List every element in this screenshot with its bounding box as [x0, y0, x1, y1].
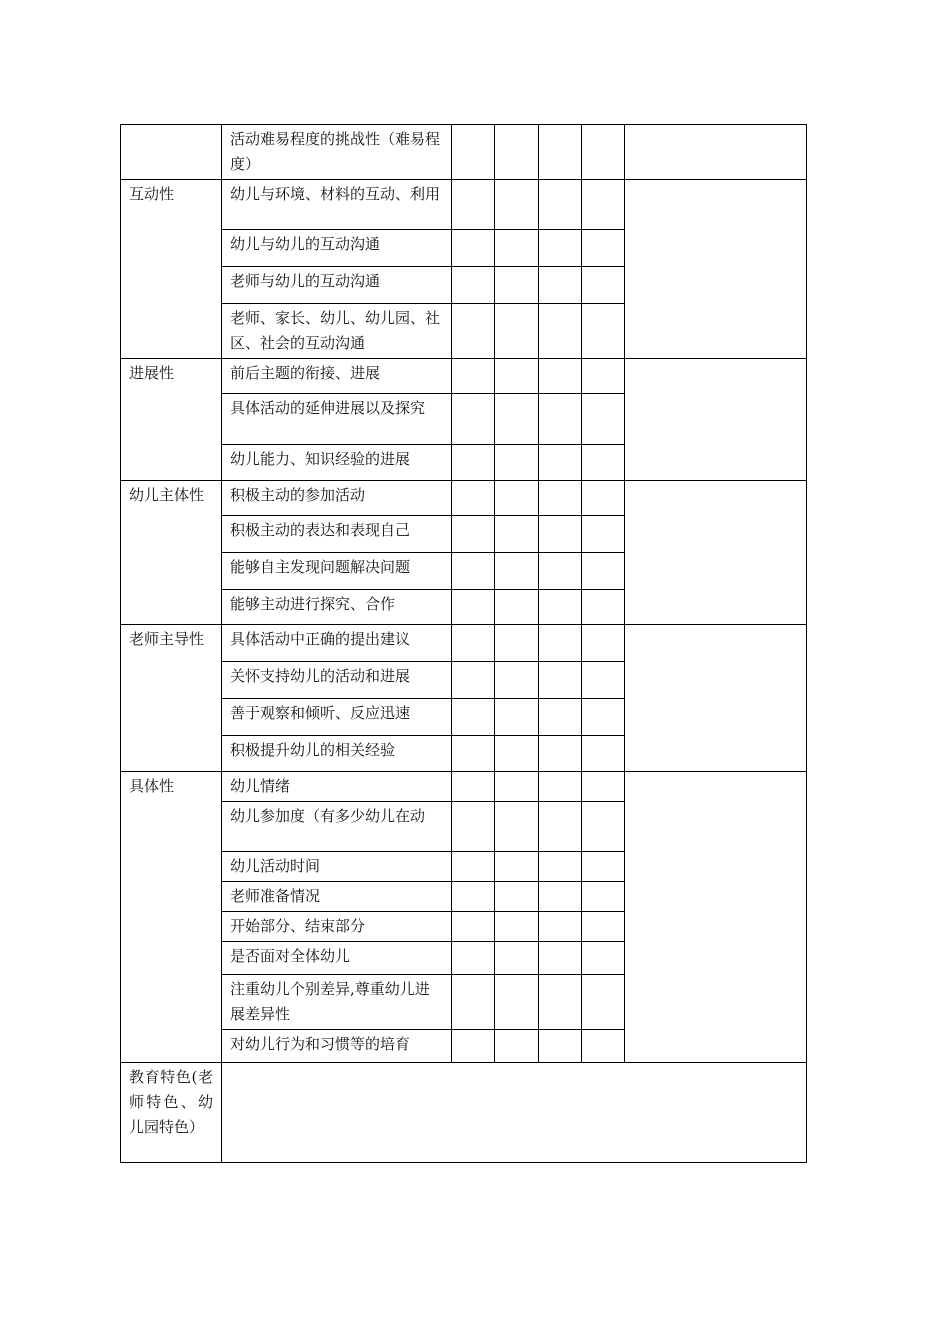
item-cell: 是否面对全体幼儿: [222, 942, 452, 975]
remark-cell[interactable]: [625, 625, 807, 772]
item-cell: 注重幼儿个别差异,尊重幼儿进展差异性: [222, 975, 452, 1030]
score-cell[interactable]: [495, 230, 539, 267]
score-cell[interactable]: [582, 553, 625, 590]
score-cell[interactable]: [495, 445, 539, 481]
score-cell[interactable]: [539, 481, 582, 516]
item-cell: 老师与幼儿的互动沟通: [222, 267, 452, 304]
score-cell[interactable]: [495, 1030, 539, 1063]
score-cell[interactable]: [582, 975, 625, 1030]
score-cell[interactable]: [495, 662, 539, 699]
score-cell[interactable]: [452, 445, 495, 481]
score-cell[interactable]: [539, 802, 582, 852]
score-cell[interactable]: [495, 802, 539, 852]
score-cell[interactable]: [582, 882, 625, 912]
score-cell[interactable]: [495, 516, 539, 553]
category-cell: 进展性: [121, 359, 222, 481]
score-cell[interactable]: [539, 553, 582, 590]
table-row: [121, 481, 807, 516]
remark-cell[interactable]: [625, 180, 807, 359]
score-cell[interactable]: [582, 125, 625, 180]
category-cell: 老师主导性: [121, 625, 222, 772]
score-cell[interactable]: [539, 942, 582, 975]
score-cell[interactable]: [539, 180, 582, 230]
score-cell[interactable]: [452, 553, 495, 590]
score-cell[interactable]: [539, 736, 582, 772]
score-cell[interactable]: [539, 230, 582, 267]
score-cell[interactable]: [495, 882, 539, 912]
score-cell[interactable]: [495, 304, 539, 359]
score-cell[interactable]: [452, 267, 495, 304]
item-cell: 对幼儿行为和习惯等的培育: [222, 1030, 452, 1063]
score-cell[interactable]: [539, 852, 582, 882]
item-cell: 能够主动进行探究、合作: [222, 590, 452, 625]
score-cell[interactable]: [539, 662, 582, 699]
score-cell[interactable]: [582, 394, 625, 445]
item-cell: 幼儿活动时间: [222, 852, 452, 882]
score-cell[interactable]: [539, 516, 582, 553]
remark-cell[interactable]: [625, 359, 807, 481]
score-cell[interactable]: [539, 445, 582, 481]
score-cell[interactable]: [539, 125, 582, 180]
score-cell[interactable]: [582, 230, 625, 267]
score-cell[interactable]: [452, 912, 495, 942]
item-cell: 老师准备情况: [222, 882, 452, 912]
table-row: [121, 625, 807, 662]
score-cell[interactable]: [539, 912, 582, 942]
score-cell[interactable]: [495, 394, 539, 445]
score-cell[interactable]: [495, 267, 539, 304]
score-cell[interactable]: [582, 445, 625, 481]
score-cell[interactable]: [452, 180, 495, 230]
table-row: [121, 180, 807, 230]
score-cell[interactable]: [582, 516, 625, 553]
score-cell[interactable]: [539, 304, 582, 359]
table-row: [121, 772, 807, 802]
score-cell[interactable]: [452, 882, 495, 912]
score-cell[interactable]: [539, 267, 582, 304]
remark-cell[interactable]: [625, 125, 807, 180]
score-cell[interactable]: [495, 125, 539, 180]
score-cell[interactable]: [452, 802, 495, 852]
score-cell[interactable]: [582, 481, 625, 516]
score-cell[interactable]: [582, 267, 625, 304]
score-cell[interactable]: [495, 180, 539, 230]
score-cell[interactable]: [539, 975, 582, 1030]
score-cell[interactable]: [539, 359, 582, 394]
score-cell[interactable]: [582, 942, 625, 975]
item-cell: 开始部分、结束部分: [222, 912, 452, 942]
item-cell: 幼儿与幼儿的互动沟通: [222, 230, 452, 267]
score-cell[interactable]: [582, 625, 625, 662]
item-cell: 幼儿能力、知识经验的进展: [222, 445, 452, 481]
table-row: [121, 1063, 807, 1163]
score-cell[interactable]: [452, 1030, 495, 1063]
item-cell: 具体活动的延伸进展以及探究: [222, 394, 452, 445]
score-cell[interactable]: [582, 699, 625, 736]
score-cell[interactable]: [582, 590, 625, 625]
score-cell[interactable]: [495, 852, 539, 882]
score-cell[interactable]: [452, 359, 495, 394]
remark-cell[interactable]: [625, 772, 807, 1063]
score-cell[interactable]: [495, 481, 539, 516]
item-cell: 前后主题的衔接、进展: [222, 359, 452, 394]
score-cell[interactable]: [539, 882, 582, 912]
score-cell[interactable]: [452, 699, 495, 736]
score-cell[interactable]: [495, 625, 539, 662]
table-row: [121, 359, 807, 394]
score-cell[interactable]: [452, 975, 495, 1030]
feature-content-cell[interactable]: [222, 1063, 807, 1163]
score-cell[interactable]: [495, 699, 539, 736]
item-cell: 具体活动中正确的提出建议: [222, 625, 452, 662]
score-cell[interactable]: [452, 852, 495, 882]
score-cell[interactable]: [582, 912, 625, 942]
score-cell[interactable]: [495, 590, 539, 625]
score-cell[interactable]: [582, 180, 625, 230]
score-cell[interactable]: [452, 230, 495, 267]
item-cell: 关怀支持幼儿的活动和进展: [222, 662, 452, 699]
item-cell: 活动难易程度的挑战性（难易程度）: [222, 125, 452, 180]
score-cell[interactable]: [495, 736, 539, 772]
score-cell[interactable]: [495, 359, 539, 394]
score-cell[interactable]: [539, 590, 582, 625]
category-cell: 幼儿主体性: [121, 481, 222, 625]
category-cell: 教育特色(老师特色、幼儿园特色）: [121, 1063, 222, 1163]
table-row: [121, 125, 807, 180]
score-cell[interactable]: [452, 590, 495, 625]
score-cell[interactable]: [495, 772, 539, 802]
score-cell[interactable]: [582, 852, 625, 882]
score-cell[interactable]: [452, 304, 495, 359]
score-cell[interactable]: [452, 942, 495, 975]
item-cell: 能够自主发现问题解决问题: [222, 553, 452, 590]
category-cell: 互动性: [121, 180, 222, 359]
score-cell[interactable]: [452, 736, 495, 772]
score-cell[interactable]: [452, 394, 495, 445]
category-cell: 具体性: [121, 772, 222, 1063]
score-cell[interactable]: [495, 942, 539, 975]
score-cell[interactable]: [539, 1030, 582, 1063]
item-cell: 幼儿情绪: [222, 772, 452, 802]
score-cell[interactable]: [452, 516, 495, 553]
score-cell[interactable]: [582, 662, 625, 699]
score-cell[interactable]: [452, 481, 495, 516]
score-cell[interactable]: [582, 736, 625, 772]
score-cell[interactable]: [452, 772, 495, 802]
score-cell[interactable]: [495, 975, 539, 1030]
score-cell[interactable]: [452, 625, 495, 662]
remark-cell[interactable]: [625, 481, 807, 625]
score-cell[interactable]: [452, 662, 495, 699]
score-cell[interactable]: [582, 772, 625, 802]
score-cell[interactable]: [495, 553, 539, 590]
score-cell[interactable]: [539, 699, 582, 736]
evaluation-table: [120, 124, 807, 1163]
score-cell[interactable]: [539, 625, 582, 662]
item-cell: 幼儿参加度（有多少幼儿在动: [222, 802, 452, 852]
score-cell[interactable]: [539, 772, 582, 802]
item-cell: 积极提升幼儿的相关经验: [222, 736, 452, 772]
item-cell: 老师、家长、幼儿、幼儿园、社区、社会的互动沟通: [222, 304, 452, 359]
score-cell[interactable]: [582, 359, 625, 394]
score-cell[interactable]: [495, 912, 539, 942]
category-cell: [121, 125, 222, 180]
score-cell[interactable]: [539, 394, 582, 445]
item-cell: 幼儿与环境、材料的互动、利用: [222, 180, 452, 230]
item-cell: 善于观察和倾听、反应迅速: [222, 699, 452, 736]
item-cell: 积极主动的参加活动: [222, 481, 452, 516]
score-cell[interactable]: [582, 304, 625, 359]
score-cell[interactable]: [582, 802, 625, 852]
item-cell: 积极主动的表达和表现自己: [222, 516, 452, 553]
score-cell[interactable]: [452, 125, 495, 180]
score-cell[interactable]: [582, 1030, 625, 1063]
